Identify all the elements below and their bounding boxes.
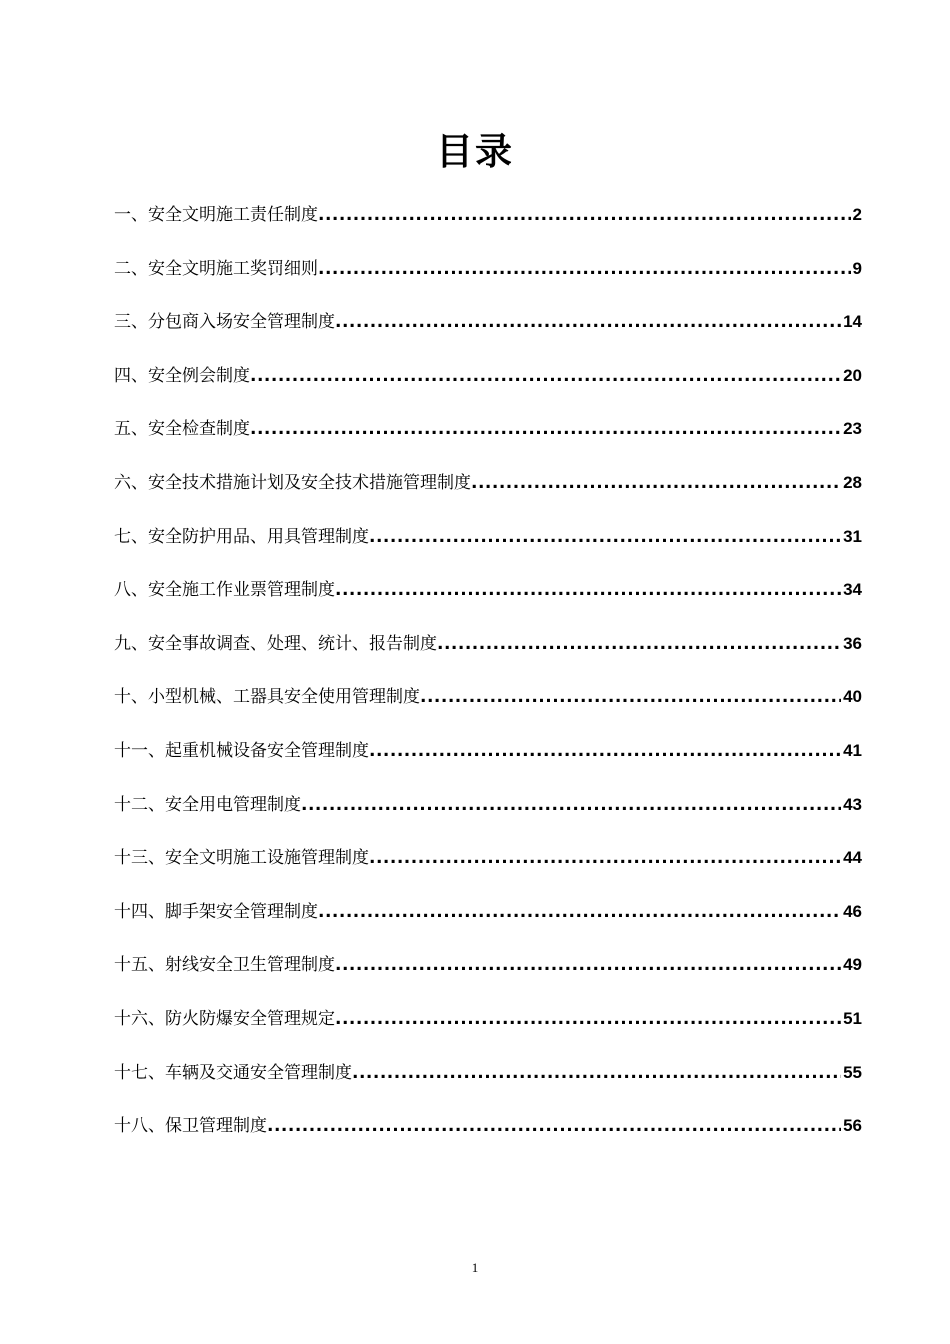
toc-entry[interactable]: [114, 195, 862, 249]
toc-entry[interactable]: [114, 999, 862, 1053]
toc-entry-page: 20: [843, 365, 862, 385]
toc-entry-label: 三、分包商入场安全管理制度: [114, 312, 335, 333]
toc-entry-page: 14: [843, 312, 862, 332]
toc-entry-label: 十二、安全用电管理制度: [114, 794, 301, 815]
toc-entry[interactable]: [114, 838, 862, 892]
toc-entry[interactable]: [114, 249, 862, 303]
toc-dot-leader: [369, 838, 841, 878]
toc-entry-page: 2: [852, 205, 862, 224]
toc-entry[interactable]: [114, 677, 862, 731]
page-title: 目录: [436, 130, 514, 173]
toc-entry-label: 六、安全技术措施计划及安全技术措施管理制度: [114, 472, 471, 493]
toc-dot-leader: [335, 945, 841, 985]
toc-entry[interactable]: [114, 409, 862, 463]
toc-entry[interactable]: [114, 785, 862, 839]
toc-entry-page: 44: [843, 848, 862, 868]
toc-entry-page: 9: [852, 258, 862, 278]
toc-entry[interactable]: [114, 624, 862, 678]
toc-entry-page: 28: [843, 472, 862, 492]
toc-entry-label: 七、安全防护用品、用具管理制度: [114, 526, 369, 547]
toc-entry-label: 十三、安全文明施工设施管理制度: [114, 848, 369, 869]
toc-entry[interactable]: [114, 1106, 862, 1160]
toc-entry[interactable]: [114, 463, 862, 517]
toc-entry-label: 九、安全事故调查、处理、统计、报告制度: [114, 633, 437, 654]
toc-entry-label: 二、安全文明施工奖罚细则: [114, 258, 318, 279]
table-of-contents: [114, 195, 862, 1160]
toc-entry-page: 40: [843, 687, 862, 707]
toc-entry-label: 一、安全文明施工责任制度: [114, 205, 318, 225]
toc-dot-leader: [369, 731, 841, 771]
toc-entry-page: 46: [843, 901, 862, 921]
toc-entry-label: 八、安全施工作业票管理制度: [114, 580, 335, 601]
toc-entry-page: 49: [843, 955, 862, 975]
toc-entry-label: 十四、脚手架安全管理制度: [114, 901, 318, 922]
toc-entry-page: 51: [843, 1008, 862, 1028]
toc-entry-page: 31: [843, 526, 862, 546]
toc-entry-label: 十、小型机械、工器具安全使用管理制度: [114, 687, 420, 708]
toc-entry-label: 十一、起重机械设备安全管理制度: [114, 740, 369, 761]
toc-dot-leader: [352, 1053, 841, 1093]
toc-dot-leader: [369, 517, 841, 557]
toc-dot-leader: [318, 195, 851, 235]
toc-dot-leader: [250, 356, 841, 396]
toc-entry[interactable]: [114, 517, 862, 571]
toc-dot-leader: [318, 892, 841, 932]
toc-dot-leader: [335, 570, 841, 610]
toc-dot-leader: [437, 624, 841, 664]
toc-entry[interactable]: [114, 945, 862, 999]
toc-dot-leader: [318, 249, 851, 289]
toc-entry-label: 十七、车辆及交通安全管理制度: [114, 1062, 352, 1083]
toc-dot-leader: [335, 302, 841, 342]
toc-entry[interactable]: [114, 356, 862, 410]
footer-page-number: 1: [471, 1260, 479, 1275]
toc-entry-page: 36: [843, 633, 862, 653]
toc-entry[interactable]: [114, 731, 862, 785]
toc-entry-page: 41: [843, 740, 862, 760]
toc-entry-label: 十八、保卫管理制度: [114, 1116, 267, 1137]
toc-entry[interactable]: [114, 302, 862, 356]
toc-entry[interactable]: [114, 570, 862, 624]
toc-dot-leader: [335, 999, 841, 1039]
toc-dot-leader: [420, 677, 841, 717]
toc-dot-leader: [250, 409, 841, 449]
toc-entry-page: 56: [843, 1116, 862, 1136]
toc-entry-page: 23: [843, 419, 862, 439]
toc-entry-label: 十五、射线安全卫生管理制度: [114, 955, 335, 976]
toc-entry-page: 43: [843, 794, 862, 814]
toc-entry-label: 十六、防火防爆安全管理规定: [114, 1008, 335, 1029]
toc-dot-leader: [471, 463, 841, 503]
toc-entry-page: 55: [843, 1062, 862, 1082]
toc-entry-page: 34: [843, 580, 862, 600]
toc-dot-leader: [301, 785, 841, 825]
toc-dot-leader: [267, 1106, 841, 1146]
toc-entry[interactable]: [114, 892, 862, 946]
toc-entry-label: 四、安全例会制度: [114, 365, 250, 386]
toc-entry-label: 五、安全检查制度: [114, 419, 250, 440]
toc-entry[interactable]: [114, 1053, 862, 1107]
